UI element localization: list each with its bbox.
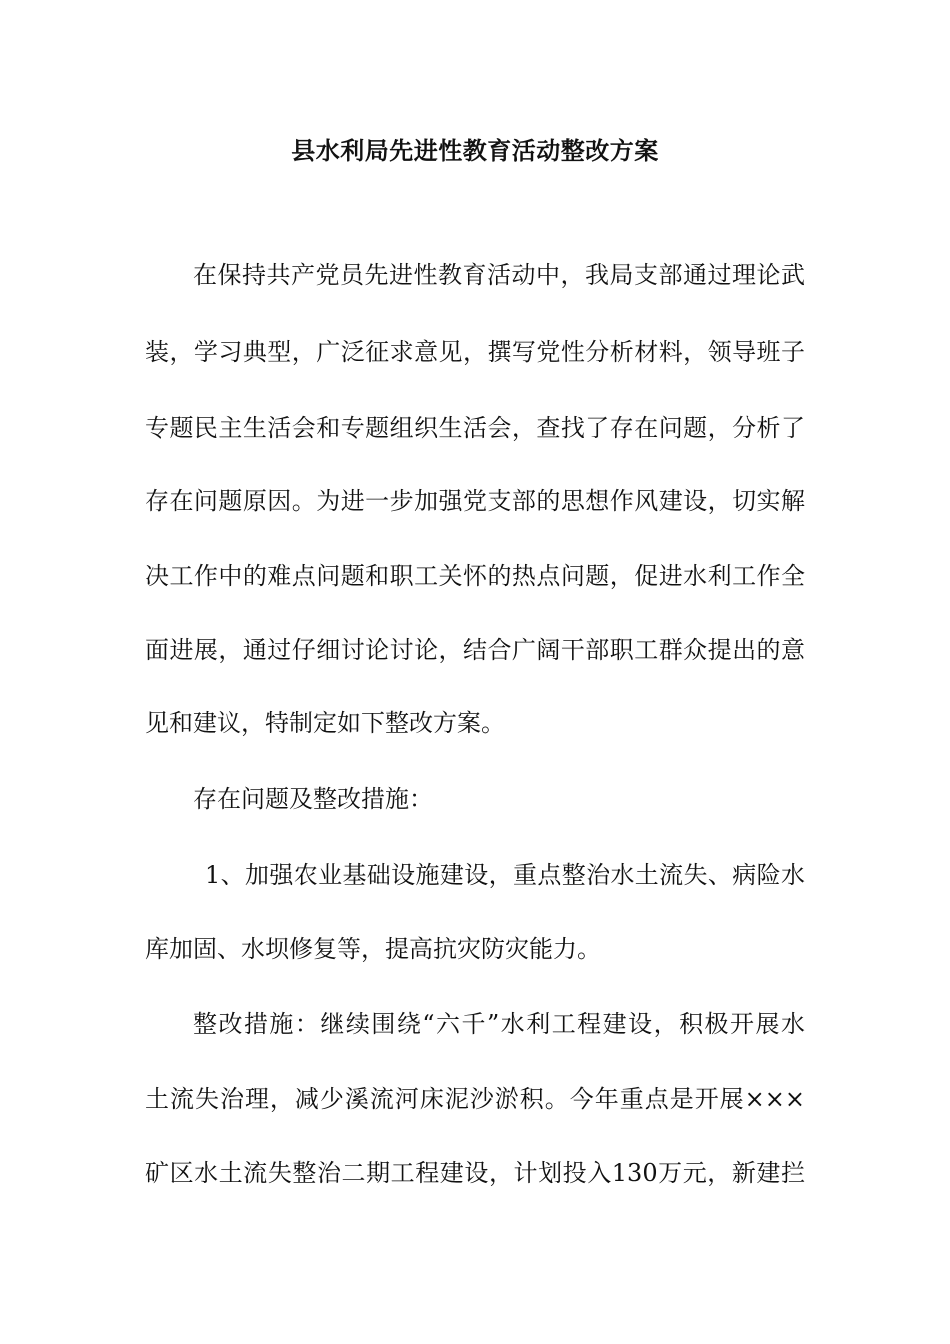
paragraph-line: 决工作中的难点问题和职工关怀的热点问题，促进水利工作全: [145, 562, 805, 590]
paragraph-line: 装，学习典型，广泛征求意见，撰写党性分析材料，领导班子: [145, 338, 805, 366]
paragraph-line: 在保持共产党员先进性教育活动中，我局支部通过理论武: [193, 261, 805, 289]
document-title: 县水利局先进性教育活动整改方案: [291, 136, 659, 165]
paragraph-line: 矿区水土流失整治二期工程建设，计划投入130万元，新建拦: [145, 1159, 805, 1187]
paragraph-line: 库加固、水坝修复等，提高抗灾防灾能力。: [145, 935, 601, 963]
paragraph-line: 专题民主生活会和专题组织生活会，查找了存在问题，分析了: [145, 414, 805, 442]
paragraph-line: 土流失治理，减少溪流河床泥沙淤积。今年重点是开展×××: [145, 1085, 805, 1113]
section-heading: 存在问题及整改措施：: [193, 785, 433, 813]
paragraph-line: 面进展，通过仔细讨论讨论，结合广阔干部职工群众提出的意: [145, 636, 805, 664]
paragraph-line: 1、加强农业基础设施建设，重点整治水土流失、病险水: [205, 861, 805, 889]
paragraph-line: 见和建议，特制定如下整改方案。: [145, 709, 505, 737]
paragraph-line: 整改措施：继续围绕“六千”水利工程建设，积极开展水: [193, 1010, 805, 1038]
paragraph-line: 存在问题原因。为进一步加强党支部的思想作风建设，切实解: [145, 487, 805, 515]
